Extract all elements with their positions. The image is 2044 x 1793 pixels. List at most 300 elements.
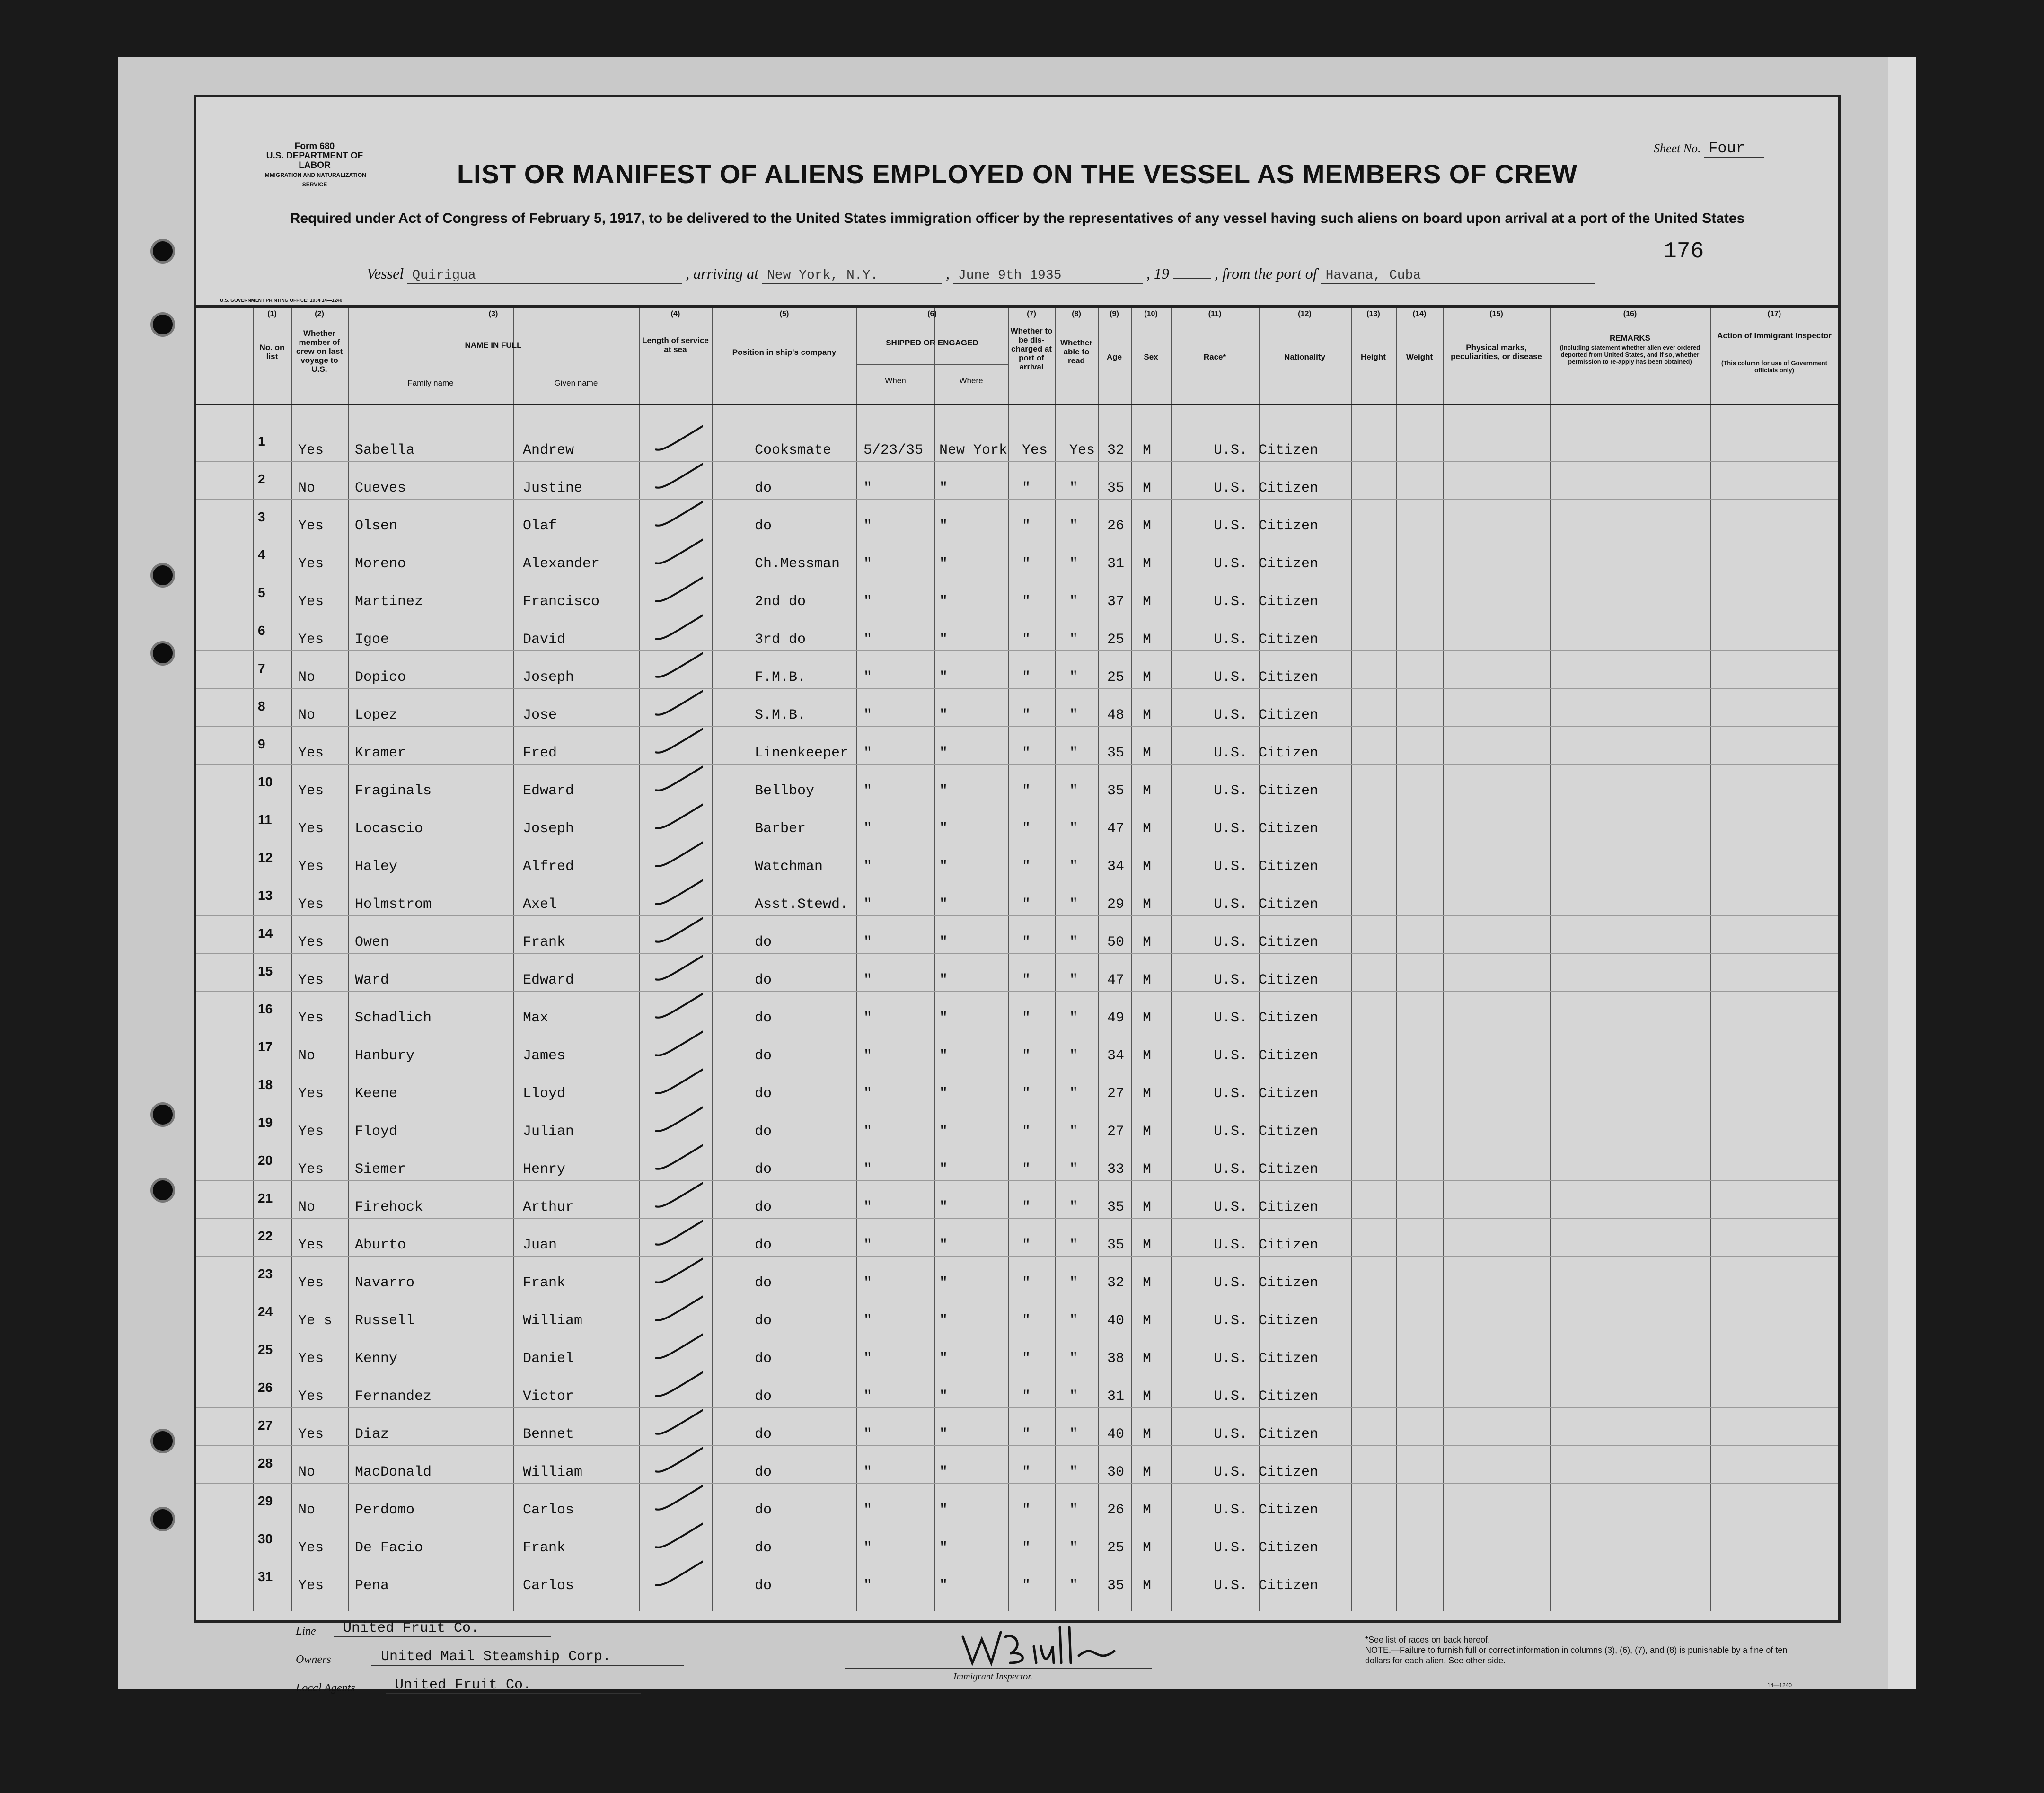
col-num: (5) bbox=[779, 310, 789, 318]
cell-race: U.S. bbox=[1214, 1389, 1248, 1405]
cell-when: " bbox=[863, 480, 872, 496]
cell-age: 40 bbox=[1107, 1426, 1125, 1442]
cell-nationality: Citizen bbox=[1259, 1124, 1319, 1140]
cell-sex: M bbox=[1143, 745, 1152, 761]
header-physical-marks: Physical marks, peculiarities, or disease bbox=[1451, 343, 1542, 361]
cell-sex: M bbox=[1143, 934, 1152, 950]
cell-read: " bbox=[1069, 896, 1078, 913]
cell-family: Fernandez bbox=[355, 1389, 432, 1405]
header-family-name: Family name bbox=[407, 378, 454, 387]
line-label: Line bbox=[296, 1625, 316, 1637]
manifest-form bbox=[194, 95, 1841, 1694]
cell-prev: Yes bbox=[298, 934, 324, 950]
cell-nationality: Citizen bbox=[1259, 1199, 1319, 1215]
cell-race: U.S. bbox=[1214, 1540, 1248, 1556]
arriving-label: , arriving at bbox=[686, 265, 758, 282]
cell-read: " bbox=[1069, 1502, 1078, 1518]
cell-discharged: " bbox=[1022, 1313, 1031, 1329]
header-whether-member: Whether member of crew on last voyage to U.S. bbox=[296, 329, 343, 374]
from-label: , from the port of bbox=[1214, 265, 1317, 282]
cell-discharged: Yes bbox=[1022, 442, 1048, 458]
cell-given: James bbox=[523, 1048, 566, 1064]
header-length-of-service: Length of service at sea bbox=[642, 336, 709, 354]
cell-position: do bbox=[755, 480, 772, 496]
table-row bbox=[196, 1266, 1838, 1313]
cell-position: S.M.B. bbox=[755, 707, 806, 723]
table-row bbox=[196, 1380, 1838, 1426]
cell-when: 5/23/35 bbox=[863, 442, 924, 458]
header-shipped: SHIPPED OR ENGAGED bbox=[886, 338, 978, 347]
table-row bbox=[196, 510, 1838, 556]
cell-sex: M bbox=[1143, 1578, 1152, 1594]
header-discharged: Whether to be dis-charged at port of arrival bbox=[1010, 326, 1053, 371]
form-code: 14—1240 bbox=[1767, 1682, 1792, 1688]
binder-hole bbox=[150, 1507, 175, 1531]
cell-given: Olaf bbox=[523, 518, 557, 534]
cell-no: 26 bbox=[258, 1380, 273, 1395]
cell-sex: M bbox=[1143, 1237, 1152, 1253]
cell-family: Locascio bbox=[355, 821, 423, 837]
cell-race: U.S. bbox=[1214, 1275, 1248, 1291]
cell-family: Kramer bbox=[355, 745, 406, 761]
cell-read: " bbox=[1069, 556, 1078, 572]
cell-sex: M bbox=[1143, 1540, 1152, 1556]
cell-sex: M bbox=[1143, 972, 1152, 988]
cell-where: " bbox=[939, 518, 948, 534]
cell-given: David bbox=[523, 632, 566, 648]
cell-nationality: Citizen bbox=[1259, 1161, 1319, 1178]
sheet-label: Sheet No. bbox=[1654, 141, 1701, 155]
cell-prev: No bbox=[298, 1464, 316, 1480]
cell-age: 34 bbox=[1107, 1048, 1125, 1064]
cell-read: " bbox=[1069, 707, 1078, 723]
cell-nationality: Citizen bbox=[1259, 1010, 1319, 1026]
cell-where: " bbox=[939, 783, 948, 799]
header-when: When bbox=[885, 376, 906, 385]
col-num: (3) bbox=[488, 310, 498, 318]
cell-nationality: Citizen bbox=[1259, 594, 1319, 610]
cell-position: do bbox=[755, 934, 772, 950]
cell-read: Yes bbox=[1069, 442, 1095, 458]
cell-family: Siemer bbox=[355, 1161, 406, 1178]
cell-where: " bbox=[939, 1048, 948, 1064]
cell-nationality: Citizen bbox=[1259, 1086, 1319, 1102]
header-no-on-list: No. on list bbox=[259, 343, 285, 361]
cell-when: " bbox=[863, 783, 872, 799]
cell-position: do bbox=[755, 1237, 772, 1253]
cell-family: Sabella bbox=[355, 442, 415, 458]
cell-family: Olsen bbox=[355, 518, 398, 534]
header-height: Height bbox=[1361, 352, 1386, 361]
cell-where: " bbox=[939, 821, 948, 837]
cell-family: Perdomo bbox=[355, 1502, 415, 1518]
cell-read: " bbox=[1069, 1199, 1078, 1215]
cell-read: " bbox=[1069, 1464, 1078, 1480]
cell-no: 30 bbox=[258, 1531, 273, 1546]
cell-prev: Yes bbox=[298, 442, 324, 458]
header-remarks-note: (Including statement whether alien ever ordered deported from United States, and if so, whether permission to re-apply has been obtained) bbox=[1559, 344, 1700, 365]
cell-position: Cooksmate bbox=[755, 442, 832, 458]
cell-given: Fred bbox=[523, 745, 557, 761]
cell-no: 29 bbox=[258, 1494, 273, 1508]
cell-read: " bbox=[1069, 632, 1078, 648]
cell-age: 30 bbox=[1107, 1464, 1125, 1480]
cell-age: 35 bbox=[1107, 1237, 1125, 1253]
cell-age: 37 bbox=[1107, 594, 1125, 610]
cell-when: " bbox=[863, 518, 872, 534]
cell-race: U.S. bbox=[1214, 745, 1248, 761]
cell-where: " bbox=[939, 1426, 948, 1442]
cell-given: William bbox=[523, 1464, 583, 1480]
cell-prev: No bbox=[298, 1502, 316, 1518]
table-row bbox=[196, 1002, 1838, 1048]
cell-where: " bbox=[939, 1464, 948, 1480]
cell-nationality: Citizen bbox=[1259, 556, 1319, 572]
cell-nationality: Citizen bbox=[1259, 896, 1319, 913]
cell-given: Daniel bbox=[523, 1351, 574, 1367]
cell-nationality: Citizen bbox=[1259, 745, 1319, 761]
cell-nationality: Citizen bbox=[1259, 518, 1319, 534]
cell-prev: No bbox=[298, 1199, 316, 1215]
cell-where: " bbox=[939, 896, 948, 913]
cell-discharged: " bbox=[1022, 1426, 1031, 1442]
header-sex: Sex bbox=[1144, 352, 1158, 361]
cell-where: " bbox=[939, 632, 948, 648]
cell-nationality: Citizen bbox=[1259, 442, 1319, 458]
cell-discharged: " bbox=[1022, 669, 1031, 686]
penalty-note: NOTE.—Failure to furnish full or correct information in columns (3), (6), (7), and (8) is punishable by a fine of ten dollars for each alien. See other side. bbox=[1365, 1645, 1788, 1665]
cell-sex: M bbox=[1143, 669, 1152, 686]
cell-discharged: " bbox=[1022, 1540, 1031, 1556]
cell-sex: M bbox=[1143, 821, 1152, 837]
cell-read: " bbox=[1069, 1048, 1078, 1064]
cell-where: " bbox=[939, 745, 948, 761]
cell-prev: Yes bbox=[298, 1010, 324, 1026]
binder-hole bbox=[150, 239, 175, 264]
cell-nationality: Citizen bbox=[1259, 1426, 1319, 1442]
cell-discharged: " bbox=[1022, 1124, 1031, 1140]
table-row bbox=[196, 812, 1838, 859]
cell-nationality: Citizen bbox=[1259, 1578, 1319, 1594]
cell-race: U.S. bbox=[1214, 1086, 1248, 1102]
cell-family: Navarro bbox=[355, 1275, 415, 1291]
cell-discharged: " bbox=[1022, 594, 1031, 610]
cell-family: Holmstrom bbox=[355, 896, 432, 913]
year-label: , 19 bbox=[1146, 265, 1169, 282]
cell-age: 47 bbox=[1107, 972, 1125, 988]
cell-age: 26 bbox=[1107, 518, 1125, 534]
cell-race: U.S. bbox=[1214, 1578, 1248, 1594]
cell-no: 2 bbox=[258, 472, 265, 486]
cell-no: 25 bbox=[258, 1342, 273, 1357]
cell-family: Diaz bbox=[355, 1426, 389, 1442]
cell-position: do bbox=[755, 1426, 772, 1442]
cell-position: Linenkeeper bbox=[755, 745, 849, 761]
cell-family: Igoe bbox=[355, 632, 389, 648]
cell-position: do bbox=[755, 1389, 772, 1405]
from-port: Havana, Cuba bbox=[1321, 268, 1595, 284]
table-row bbox=[196, 1153, 1838, 1199]
cell-no: 9 bbox=[258, 737, 265, 751]
cell-when: " bbox=[863, 1464, 872, 1480]
cell-position: do bbox=[755, 1048, 772, 1064]
cell-no: 16 bbox=[258, 1002, 273, 1016]
cell-prev: No bbox=[298, 480, 316, 496]
cell-read: " bbox=[1069, 783, 1078, 799]
col-num: (11) bbox=[1208, 310, 1222, 318]
cell-position: do bbox=[755, 1010, 772, 1026]
footnote bbox=[1365, 1635, 1791, 1666]
cell-race: U.S. bbox=[1214, 1351, 1248, 1367]
page-edge bbox=[1888, 57, 1916, 1689]
cell-given: Julian bbox=[523, 1124, 574, 1140]
cell-age: 50 bbox=[1107, 934, 1125, 950]
cell-prev: Yes bbox=[298, 859, 324, 875]
cell-read: " bbox=[1069, 1389, 1078, 1405]
cell-prev: Yes bbox=[298, 1389, 324, 1405]
line-value: United Fruit Co. bbox=[334, 1620, 551, 1637]
cell-position: do bbox=[755, 1275, 772, 1291]
owners-label: Owners bbox=[296, 1653, 331, 1666]
cell-position: do bbox=[755, 1086, 772, 1102]
cell-no: 7 bbox=[258, 661, 265, 676]
cell-where: " bbox=[939, 1578, 948, 1594]
owners-value: United Mail Steamship Corp. bbox=[371, 1649, 684, 1666]
col-num: (9) bbox=[1110, 310, 1119, 318]
printer-mark: U.S. GOVERNMENT PRINTING OFFICE: 1934 14—1240 bbox=[220, 298, 343, 303]
cell-family: Haley bbox=[355, 859, 398, 875]
service-name: IMMIGRATION AND NATURALIZATION SERVICE bbox=[263, 172, 366, 188]
cell-no: 3 bbox=[258, 510, 265, 524]
cell-where: " bbox=[939, 1237, 948, 1253]
cell-where: " bbox=[939, 1275, 948, 1291]
cell-race: U.S. bbox=[1214, 1502, 1248, 1518]
cell-discharged: " bbox=[1022, 1502, 1031, 1518]
cell-age: 27 bbox=[1107, 1086, 1125, 1102]
col-num: (2) bbox=[315, 310, 324, 318]
vessel-line: Vessel Quirigua , arriving at New York, N.Y. , June 9th 1935 , 19 , from the port of Havana, Cuba bbox=[367, 265, 1833, 284]
cell-sex: M bbox=[1143, 1161, 1152, 1178]
cell-where: New York bbox=[939, 442, 1008, 458]
cell-no: 18 bbox=[258, 1077, 273, 1092]
cell-race: U.S. bbox=[1214, 1426, 1248, 1442]
table-row bbox=[196, 585, 1838, 632]
cell-where: " bbox=[939, 1161, 948, 1178]
cell-family: Keene bbox=[355, 1086, 398, 1102]
cell-nationality: Citizen bbox=[1259, 934, 1319, 950]
table-row bbox=[196, 1569, 1838, 1616]
cell-given: Axel bbox=[523, 896, 557, 913]
cell-sex: M bbox=[1143, 556, 1152, 572]
vessel-label: Vessel bbox=[367, 265, 404, 282]
cell-given: Frank bbox=[523, 1275, 566, 1291]
table-row bbox=[196, 472, 1838, 518]
stamp-number: 176 bbox=[1663, 239, 1704, 264]
cell-given: Frank bbox=[523, 1540, 566, 1556]
cell-family: Firehock bbox=[355, 1199, 423, 1215]
cell-given: Alfred bbox=[523, 859, 574, 875]
col-num: (16) bbox=[1623, 310, 1637, 318]
cell-discharged: " bbox=[1022, 1237, 1031, 1253]
binder-hole bbox=[150, 1102, 175, 1127]
cell-discharged: " bbox=[1022, 1161, 1031, 1178]
cell-prev: Yes bbox=[298, 632, 324, 648]
col-num: (15) bbox=[1489, 310, 1503, 318]
cell-age: 35 bbox=[1107, 783, 1125, 799]
cell-read: " bbox=[1069, 821, 1078, 837]
cell-age: 48 bbox=[1107, 707, 1125, 723]
cell-discharged: " bbox=[1022, 1464, 1031, 1480]
cell-where: " bbox=[939, 594, 948, 610]
cell-position: Ch.Messman bbox=[755, 556, 840, 572]
cell-race: U.S. bbox=[1214, 1464, 1248, 1480]
cell-sex: M bbox=[1143, 1275, 1152, 1291]
header-position: Position in ship's company bbox=[732, 348, 837, 357]
cell-read: " bbox=[1069, 518, 1078, 534]
cell-given: Joseph bbox=[523, 669, 574, 686]
cell-discharged: " bbox=[1022, 518, 1031, 534]
header-name-in-full: NAME IN FULL bbox=[465, 341, 522, 350]
cell-family: Lopez bbox=[355, 707, 398, 723]
cell-read: " bbox=[1069, 1124, 1078, 1140]
table-row bbox=[196, 964, 1838, 1010]
cell-race: U.S. bbox=[1214, 821, 1248, 837]
cell-no: 20 bbox=[258, 1153, 273, 1168]
cell-race: U.S. bbox=[1214, 518, 1248, 534]
cell-no: 27 bbox=[258, 1418, 273, 1433]
cell-race: U.S. bbox=[1214, 1313, 1248, 1329]
cell-age: 35 bbox=[1107, 1578, 1125, 1594]
cell-when: " bbox=[863, 1161, 872, 1178]
cell-when: " bbox=[863, 972, 872, 988]
cell-where: " bbox=[939, 1351, 948, 1367]
cell-given: William bbox=[523, 1313, 583, 1329]
inspector-signature bbox=[953, 1618, 1124, 1670]
cell-no: 6 bbox=[258, 623, 265, 638]
col-num: (13) bbox=[1366, 310, 1380, 318]
cell-race: U.S. bbox=[1214, 1237, 1248, 1253]
cell-read: " bbox=[1069, 1010, 1078, 1026]
cell-sex: M bbox=[1143, 896, 1152, 913]
cell-nationality: Citizen bbox=[1259, 1502, 1319, 1518]
cell-prev: No bbox=[298, 707, 316, 723]
cell-when: " bbox=[863, 745, 872, 761]
cell-read: " bbox=[1069, 1540, 1078, 1556]
cell-family: Kenny bbox=[355, 1351, 398, 1367]
cell-read: " bbox=[1069, 1578, 1078, 1594]
table-row bbox=[196, 699, 1838, 745]
cell-discharged: " bbox=[1022, 821, 1031, 837]
cell-when: " bbox=[863, 1389, 872, 1405]
cell-position: Barber bbox=[755, 821, 806, 837]
cell-discharged: " bbox=[1022, 1086, 1031, 1102]
cell-where: " bbox=[939, 480, 948, 496]
cell-given: Frank bbox=[523, 934, 566, 950]
header-able-to-read: Whether able to read bbox=[1060, 338, 1092, 365]
cell-age: 33 bbox=[1107, 1161, 1125, 1178]
cell-no: 5 bbox=[258, 585, 265, 600]
cell-nationality: Citizen bbox=[1259, 1540, 1319, 1556]
agents-label: Local Agents bbox=[296, 1682, 355, 1694]
cell-no: 14 bbox=[258, 926, 273, 940]
cell-discharged: " bbox=[1022, 632, 1031, 648]
cell-when: " bbox=[863, 1275, 872, 1291]
cell-family: Cueves bbox=[355, 480, 406, 496]
cell-position: do bbox=[755, 972, 772, 988]
cell-race: U.S. bbox=[1214, 594, 1248, 610]
cell-prev: Yes bbox=[298, 1124, 324, 1140]
binder-hole bbox=[150, 563, 175, 588]
cell-no: 4 bbox=[258, 547, 265, 562]
table-row bbox=[196, 623, 1838, 669]
cell-sex: M bbox=[1143, 1124, 1152, 1140]
cell-no: 17 bbox=[258, 1039, 273, 1054]
cell-race: U.S. bbox=[1214, 896, 1248, 913]
cell-when: " bbox=[863, 1426, 872, 1442]
cell-when: " bbox=[863, 1048, 872, 1064]
cell-nationality: Citizen bbox=[1259, 669, 1319, 686]
cell-read: " bbox=[1069, 859, 1078, 875]
cell-prev: No bbox=[298, 1048, 316, 1064]
page-subtitle: Required under Act of Congress of February 5, 1917, to be delivered to the United States immigration officer by the representatives of any vessel having such aliens on board upon arrival at a port of the United States bbox=[290, 211, 1745, 226]
cell-age: 32 bbox=[1107, 442, 1125, 458]
header-where: Where bbox=[959, 376, 983, 385]
cell-no: 1 bbox=[258, 434, 265, 448]
cell-given: Max bbox=[523, 1010, 549, 1026]
cell-sex: M bbox=[1143, 1086, 1152, 1102]
cell-discharged: " bbox=[1022, 972, 1031, 988]
cell-sex: M bbox=[1143, 518, 1152, 534]
cell-position: F.M.B. bbox=[755, 669, 806, 686]
cell-read: " bbox=[1069, 669, 1078, 686]
table-row bbox=[196, 1191, 1838, 1237]
cell-read: " bbox=[1069, 1275, 1078, 1291]
form-number: Form 680 bbox=[294, 141, 335, 151]
cell-nationality: Citizen bbox=[1259, 632, 1319, 648]
cell-race: U.S. bbox=[1214, 1124, 1248, 1140]
cell-read: " bbox=[1069, 1313, 1078, 1329]
cell-age: 40 bbox=[1107, 1313, 1125, 1329]
cell-prev: Yes bbox=[298, 1540, 324, 1556]
table-row bbox=[196, 850, 1838, 896]
cell-position: Bellboy bbox=[755, 783, 815, 799]
cell-discharged: " bbox=[1022, 1351, 1031, 1367]
cell-prev: Yes bbox=[298, 1578, 324, 1594]
cell-sex: M bbox=[1143, 1351, 1152, 1367]
cell-position: 2nd do bbox=[755, 594, 806, 610]
cell-age: 31 bbox=[1107, 556, 1125, 572]
cell-nationality: Citizen bbox=[1259, 859, 1319, 875]
cell-age: 35 bbox=[1107, 745, 1125, 761]
cell-discharged: " bbox=[1022, 1389, 1031, 1405]
cell-nationality: Citizen bbox=[1259, 1237, 1319, 1253]
cell-given: Justine bbox=[523, 480, 583, 496]
cell-race: U.S. bbox=[1214, 442, 1248, 458]
cell-discharged: " bbox=[1022, 859, 1031, 875]
cell-age: 25 bbox=[1107, 669, 1125, 686]
cell-sex: M bbox=[1143, 859, 1152, 875]
cell-race: U.S. bbox=[1214, 1199, 1248, 1215]
cell-prev: Yes bbox=[298, 556, 324, 572]
cell-where: " bbox=[939, 972, 948, 988]
cell-no: 15 bbox=[258, 964, 273, 978]
cell-race: U.S. bbox=[1214, 783, 1248, 799]
cell-read: " bbox=[1069, 745, 1078, 761]
cell-sex: M bbox=[1143, 594, 1152, 610]
agents-value: United Fruit Co. bbox=[386, 1677, 641, 1694]
cell-no: 19 bbox=[258, 1115, 273, 1130]
header-remarks: REMARKS bbox=[1610, 334, 1650, 343]
